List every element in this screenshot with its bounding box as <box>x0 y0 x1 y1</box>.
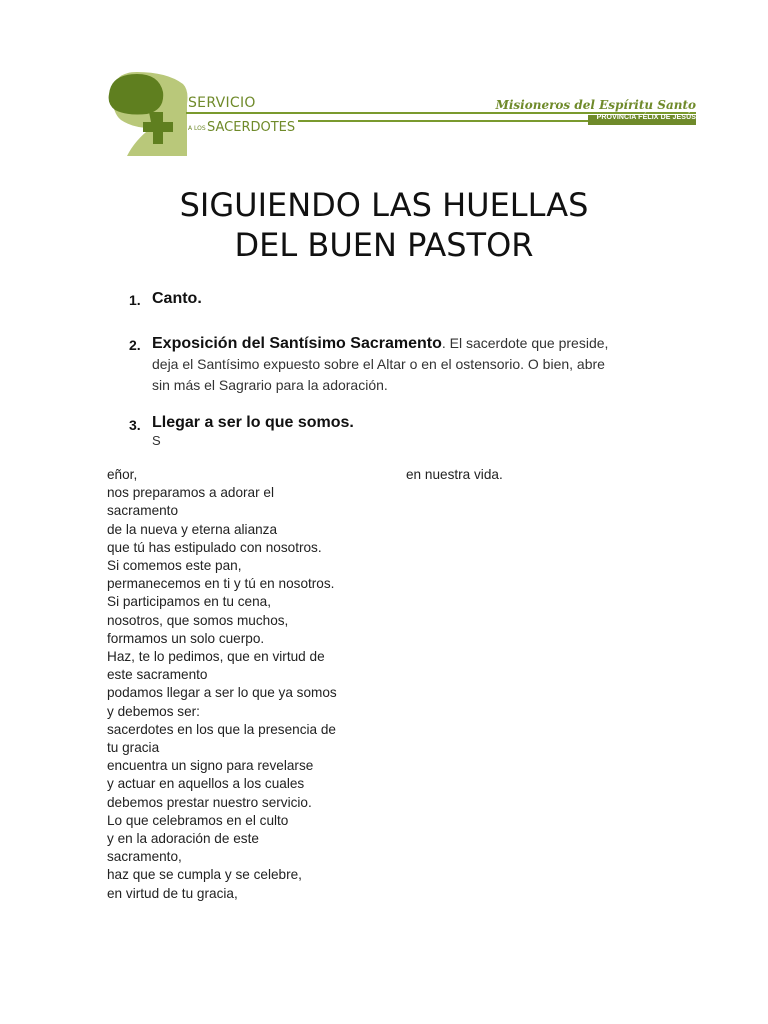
item-number-2: 2. <box>129 337 141 353</box>
prayer-right-column <box>406 466 503 484</box>
prayer-line: haz que se cumpla y se celebre, <box>107 867 302 883</box>
prayer-line: Si participamos en tu cena, <box>107 594 271 610</box>
prayer-line: y debemos ser: <box>107 703 200 719</box>
prayer-line: sacerdotes en los que la presencia de <box>107 721 336 737</box>
prayer-line: Si comemos este pan, <box>107 558 242 574</box>
item-text-2-line2: deja el Santísimo expuesto sobre el Altar o en el ostensorio. O bien, abre <box>152 356 605 372</box>
prayer-left-column <box>107 466 377 903</box>
brand-subtitle: SACERDOTES <box>207 120 296 135</box>
brand-subtitle-small: A LOS <box>188 125 206 132</box>
prayer-line: debemos prestar nuestro servicio. <box>107 794 312 810</box>
item-paragraph-2 <box>152 333 660 396</box>
item-note-3: S <box>152 433 161 448</box>
prayer-line: de la nueva y eterna alianza <box>107 521 278 537</box>
header-rule-bottom <box>298 120 588 122</box>
item-text-2-line3: sin más el Sagrario para la adoración. <box>152 377 388 393</box>
prayer-line: Haz, te lo pedimos, que en virtud de <box>107 649 325 665</box>
prayer-line: en nuestra vida. <box>406 467 503 482</box>
prayer-line: y en la adoración de este <box>107 831 259 847</box>
prayer-line: este sacramento <box>107 667 208 683</box>
prayer-line: sacramento, <box>107 849 182 865</box>
organization-name: Misioneros del Espíritu Santo <box>495 98 696 112</box>
prayer-line: tu gracia <box>107 740 160 756</box>
item-text-2-line1: . El sacerdote que preside, <box>441 335 609 351</box>
page-title-line1: SIGUIENDO LAS HUELLAS <box>179 186 589 224</box>
prayer-line: Lo que celebramos en el culto <box>107 812 289 828</box>
province-label: PROVINCIA FÉLIX DE JESÚS <box>596 114 696 121</box>
prayer-line: encuentra un signo para revelarse <box>107 758 314 774</box>
item-number-3: 3. <box>129 417 141 433</box>
prayer-line: sacramento <box>107 503 179 519</box>
item-heading-1: Canto. <box>152 290 202 307</box>
brand-title: SERVICIO <box>188 95 256 111</box>
prayer-line: formamos un solo cuerpo. <box>107 630 265 646</box>
prayer-line: podamos llegar a ser lo que ya somos <box>107 685 337 701</box>
servicio-sacerdotes-logo <box>105 70 190 156</box>
item-number-1: 1. <box>129 292 141 308</box>
item-heading-2: Exposición del Santísimo Sacramento <box>152 335 442 352</box>
prayer-line: permanecemos en ti y tú en nosotros. <box>107 576 335 592</box>
prayer-line: eñor, <box>107 467 138 482</box>
page-title-line2: DEL BUEN PASTOR <box>234 226 534 264</box>
item-heading-3: Llegar a ser lo que somos. <box>152 414 354 431</box>
prayer-line: y actuar en aquellos a los cuales <box>107 776 305 792</box>
prayer-line: en virtud de tu gracia, <box>107 885 238 901</box>
prayer-line: nos preparamos a adorar el <box>107 485 274 501</box>
prayer-line: que tú has estipulado con nosotros. <box>107 539 322 555</box>
prayer-line: nosotros, que somos muchos, <box>107 612 289 628</box>
